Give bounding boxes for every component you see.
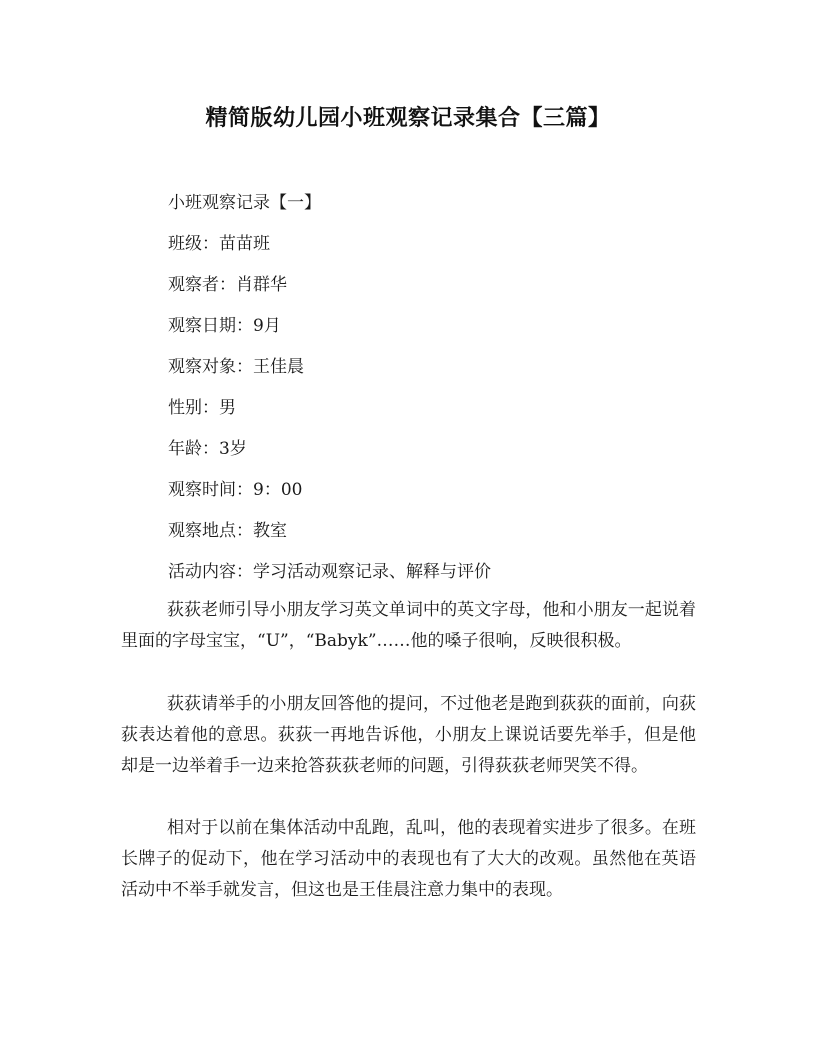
field-observation-time: 观察时间：9：00 [168,480,303,500]
document-title: 精简版幼儿园小班观察记录集合【三篇】 [205,106,611,131]
paragraph-2: 荻荻请举手的小朋友回答他的提问，不过他老是跑到荻荻的面前，向荻荻表达着他的意思。荻荻一再地告诉他，小朋友上课说话要先举手，但是他却是一边举着手一边来抢答荻荻老师的问题，引得荻荻老师哭笑不得。 [121,694,696,776]
field-class: 班级：苗苗班 [168,234,270,254]
field-gender: 性别：男 [168,398,236,418]
section-heading: 小班观察记录【一】 [168,193,321,213]
field-activity-content: 活动内容：学习活动观察记录、解释与评价 [168,562,491,582]
field-observation-date: 观察日期：9月 [168,316,281,336]
paragraph-3: 相对于以前在集体活动中乱跑，乱叫，他的表现着实进步了很多。在班长牌子的促动下，他在学习活动中的表现也有了大大的改观。虽然他在英语活动中不举手就发言，但这也是王佳晨注意力集中的表现。 [121,818,696,900]
paragraph-1: 荻荻老师引导小朋友学习英文单词中的英文字母，他和小朋友一起说着里面的字母宝宝，“U”，“Babyk”……他的嗓子很响，反映很积极。 [121,600,696,651]
field-age: 年龄：3岁 [168,439,247,459]
field-observation-location: 观察地点：教室 [168,521,287,541]
field-observation-subject: 观察对象：王佳晨 [168,357,304,377]
field-observer: 观察者：肖群华 [168,275,287,295]
